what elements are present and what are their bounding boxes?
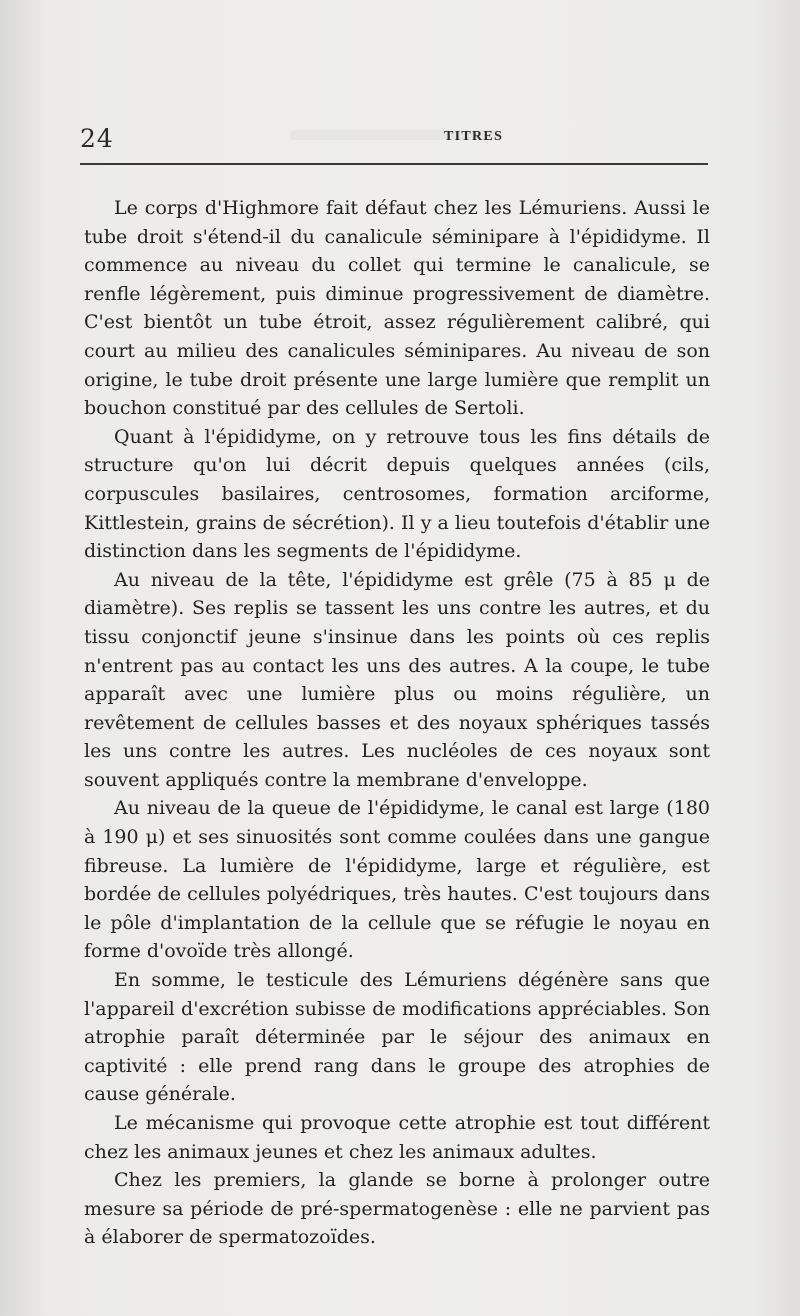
paragraph: Quant à l'épididyme, on y retrouve tous les fins détails de structure qu'on lui décrit depuis quelques années (cils, corpuscules basilaires, centrosomes, formation arciforme, Kittlestein, grains de sécrétion). Il y a lieu toutefois d'établir une distinction dans les segments de l'épididyme.	[84, 425, 710, 563]
header-rule	[80, 163, 708, 165]
paragraph: Au niveau de la tête, l'épididyme est grêle (75 à 85 μ de diamètre). Ses replis se tassent les uns contre les autres, et du tissu conjonctif jeune s'insinue dans les points où ces replis n'entrent pas au contact les uns des autres. A la coupe, le tube apparaît avec une lumière plus ou moins régulière, un revêtement de cellules basses et des noyaux sphériques tassés les uns contre les autres. Les nucléoles de ces noyaux sont souvent appliqués contre la membrane d'enveloppe.	[84, 568, 710, 791]
page-number: 24	[80, 124, 114, 153]
paragraph: Au niveau de la queue de l'épididyme, le canal est large (180 à 190 μ) et ses sinuosités sont comme coulées dans une gangue fibreuse. La lumière de l'épididyme, large et régulière, est bordée de cellules polyédriques, très hautes. C'est toujours dans le pôle d'implantation de la cellule que se réfugie le noyau en forme d'ovoïde très allongé.	[84, 797, 710, 963]
paragraph: En somme, le testicule des Lémuriens dégénère sans que l'appareil d'excrétion subisse de modifications appréciables. Son atrophie paraît déterminée par le séjour des animaux en captivité : elle prend rang dans le groupe des atrophies de cause générale.	[84, 969, 710, 1106]
body-text	[84, 194, 710, 1252]
paragraph: Le corps d'Highmore fait défaut chez les Lémuriens. Aussi le tube droit s'étend-il du canalicule séminipare à l'épididyme. Il commence au niveau du collet qui termine le canalicule, se renfle légèrement, puis diminue progressivement de diamètre. C'est bientôt un tube étroit, assez régulièrement calibré, qui court au milieu des canalicules séminipares. Au niveau de son origine, le tube droit présente une large lumière que remplit un bouchon constitué par des cellules de Sertoli.	[84, 197, 710, 420]
paragraph: Chez les premiers, la glande se borne à prolonger outre mesure sa période de pré-spermatogenèse : elle ne parvient pas à élaborer de spermatozoïdes.	[84, 1169, 710, 1249]
page-header	[80, 120, 708, 160]
paragraph: Le mécanisme qui provoque cette atrophie est tout différent chez les animaux jeunes et chez les animaux adultes.	[84, 1112, 710, 1163]
running-head: TITRES	[444, 129, 504, 144]
